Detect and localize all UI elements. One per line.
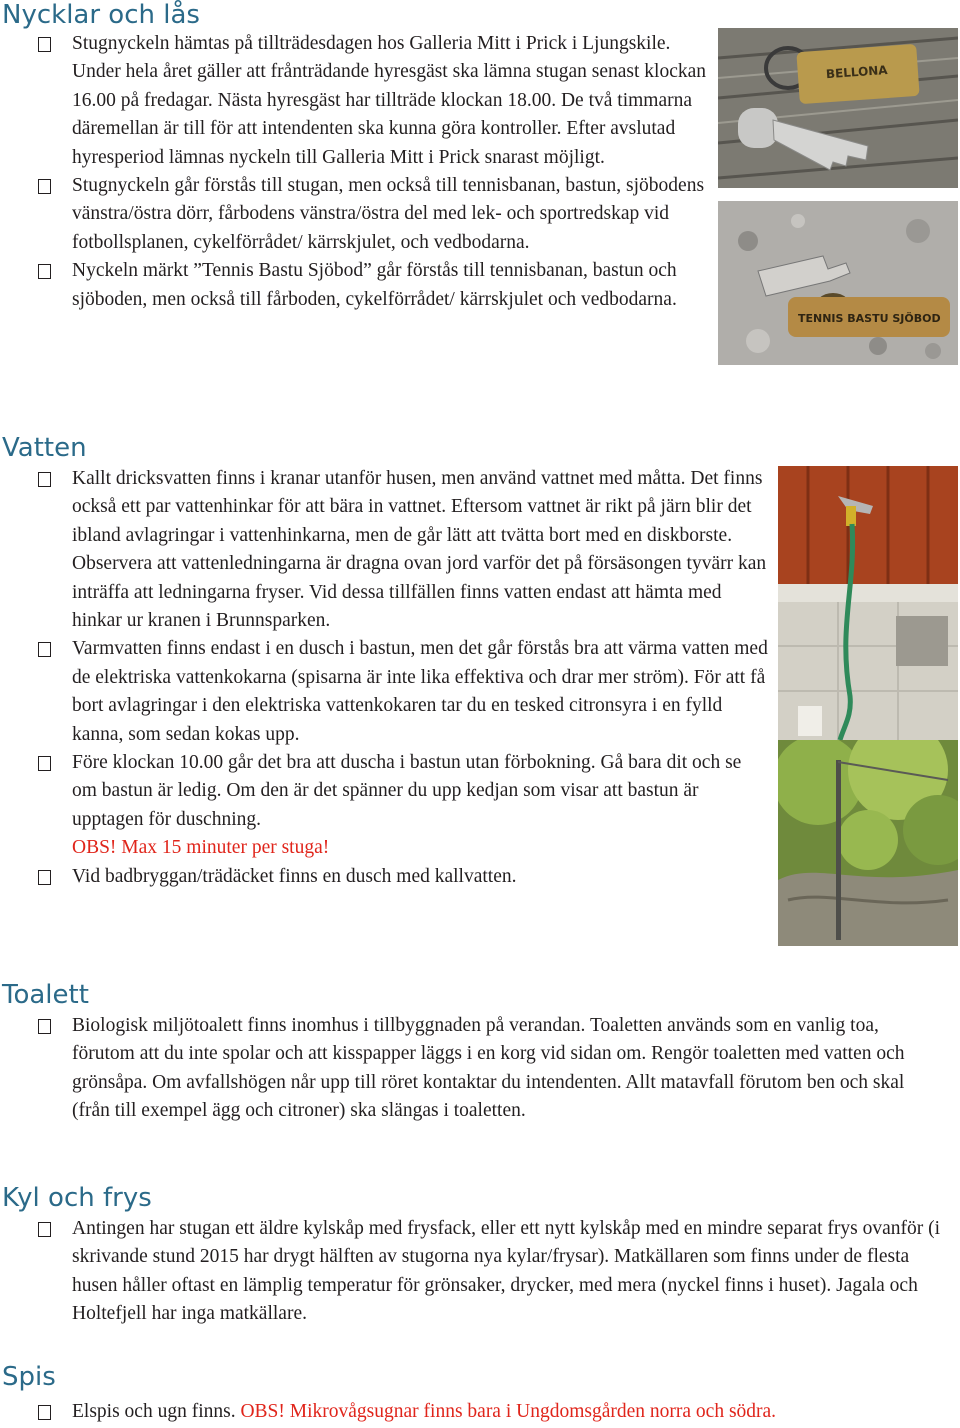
bullet-icon: [38, 472, 51, 487]
fridge-list: [0, 1215, 958, 1329]
section-heading-keys: Nycklar och lås: [2, 0, 200, 30]
water-list: [0, 465, 768, 891]
garden-shower-photo-image: [778, 740, 958, 946]
key-photo-tennis-bastu-image: [718, 201, 958, 365]
list-item: [0, 1215, 958, 1329]
list-item: [0, 635, 768, 749]
keys-list: [0, 30, 715, 314]
key-photo-bellona-image: [718, 28, 958, 188]
bullet-icon: [38, 179, 51, 194]
list-item-text: Kallt dricksvatten finns i kranar utanför husen, men använd vattnet med måtta. Det finns också ett par vattenhinkar för att bära in vattnet. Eftersom vattnet är rikt på järn blir det ibland avlagringar i vattenhinkarna, men de går lätt att tvätta bort med en diskborste. Observera att vattenledningarna är dragna ovan jord varför det på försäsongen tyvärr kan inträffa att ledningarna fryser. Vid dessa tillfällen finns vatten endast att hämta med hinkar ur kranen i Brunnsparken.: [72, 468, 767, 632]
list-item-text: Biologisk miljötoalett finns inomhus i tillbyggnaden på verandan. Toaletten används som en vanlig toa, förutom att du inte spolar och att kisspapper läggs i en korg vid sidan om. Rengör toaletten med vatten och grönsåpa. Om avfallshögen når upp till röret kontaktar du intendenten. Allt matavfall förutom ben och skal (från till exempel ägg och citroner) ska slängas i toaletten.: [72, 1015, 905, 1122]
list-item-text: Nyckeln märkt ”Tennis Bastu Sjöbod” går förstås till tennisbanan, bastun och sjöboden, men också till fårboden, cykelförrådet/ kärrskjulet och vedbodarna.: [72, 260, 677, 310]
warning-text: OBS! Max 15 minuter per stuga!: [72, 837, 330, 859]
list-item: [0, 257, 715, 314]
list-item: [0, 749, 768, 863]
key-photo-tennis-bastu: [718, 201, 958, 365]
warning-text: OBS! Mikrovågsugnar finns bara i Ungdomsgården norra och södra.: [240, 1401, 777, 1422]
section-heading-toilet: Toalett: [2, 980, 89, 1010]
list-item-text: Antingen har stugan ett äldre kylskåp med frysfack, eller ett nytt kylskåp med en mindre separat frys ovanför (i skrivande stund 2015 har drygt hälften av stugorna nya kylar/frysar). Matkällaren som finns under de flesta husen håller oftast en lämplig temperatur för grönsaker, drycker, med mera (nyckel finns i huset). Jagala och Holtefjell har inga matkällare.: [72, 1218, 941, 1325]
bullet-icon: [38, 264, 51, 279]
bullet-icon: [38, 870, 51, 885]
list-item-text: Stugnyckeln går förstås till stugan, men också till tennisbanan, bastun, sjöbodens vänstra/östra dörr, fårbodens vänstra/östra del med lek- och sportredskap vid fotbollsplanen, cykelförrådet/ kärrskjulet, och vedbodarna.: [72, 175, 705, 253]
garden-shower-photo: [778, 740, 958, 946]
list-item-text: Varmvatten finns endast i en dusch i bastun, men det går förstås bra att värma vatten med de elektriska vattenkokarna (spisarna är inte lika effektiva och drar mer ström). För att få bort avlagringar i den elektriska vattenkokaren tar du en tesked citronsyra i en fylld kanna, som sedan kokas upp.: [72, 638, 768, 745]
list-item-text: Vid badbryggan/trädäcket finns en dusch med kallvatten.: [72, 865, 517, 887]
key-photo-bellona: [718, 28, 958, 188]
list-item: [0, 1012, 940, 1126]
stove-list: [0, 1398, 958, 1426]
toilet-list: [0, 1012, 940, 1126]
list-item-text: Stugnyckeln hämtas på tillträdesdagen hos Galleria Mitt i Prick i Ljungskile. Under hela året gäller att frånträdande hyresgäst ska lämna stugan senast klockan 16.00 på fredagar. Nästa hyresgäst har tillträde klockan 18.00. De två timmarna däremellan är till för att intendenten ska kunna göra kontroller. Efter avslutad hyresperiod lämnas nyckeln till Galleria Mitt i Prick snarast möjligt.: [72, 33, 707, 168]
bullet-icon: [38, 756, 51, 771]
list-item: [0, 863, 768, 891]
bullet-icon: [38, 1405, 51, 1420]
bullet-icon: [38, 642, 51, 657]
list-item: [0, 1398, 958, 1426]
key-tag-label: TENNIS BASTU SJÖBOD: [798, 312, 941, 325]
section-heading-stove: Spis: [2, 1362, 56, 1392]
water-tap-photo-image: [778, 466, 958, 740]
key-tag-label: BELLONA: [825, 62, 889, 82]
list-item-text: Före klockan 10.00 går det bra att duscha i bastun utan förbokning. Gå bara dit och se om bastun är ledig. Om den är det spänner du upp kedjan som visar att bastun är upptagen för duschning.: [72, 752, 742, 830]
bullet-icon: [38, 1222, 51, 1237]
section-heading-fridge: Kyl och frys: [2, 1183, 152, 1213]
section-heading-water: Vatten: [2, 433, 87, 463]
water-tap-photo: [778, 466, 958, 740]
list-item: [0, 30, 715, 172]
list-item: [0, 465, 768, 635]
list-item: [0, 172, 715, 257]
list-item-text: Elspis och ugn finns.: [72, 1401, 236, 1422]
bullet-icon: [38, 1019, 51, 1034]
bullet-icon: [38, 37, 51, 52]
